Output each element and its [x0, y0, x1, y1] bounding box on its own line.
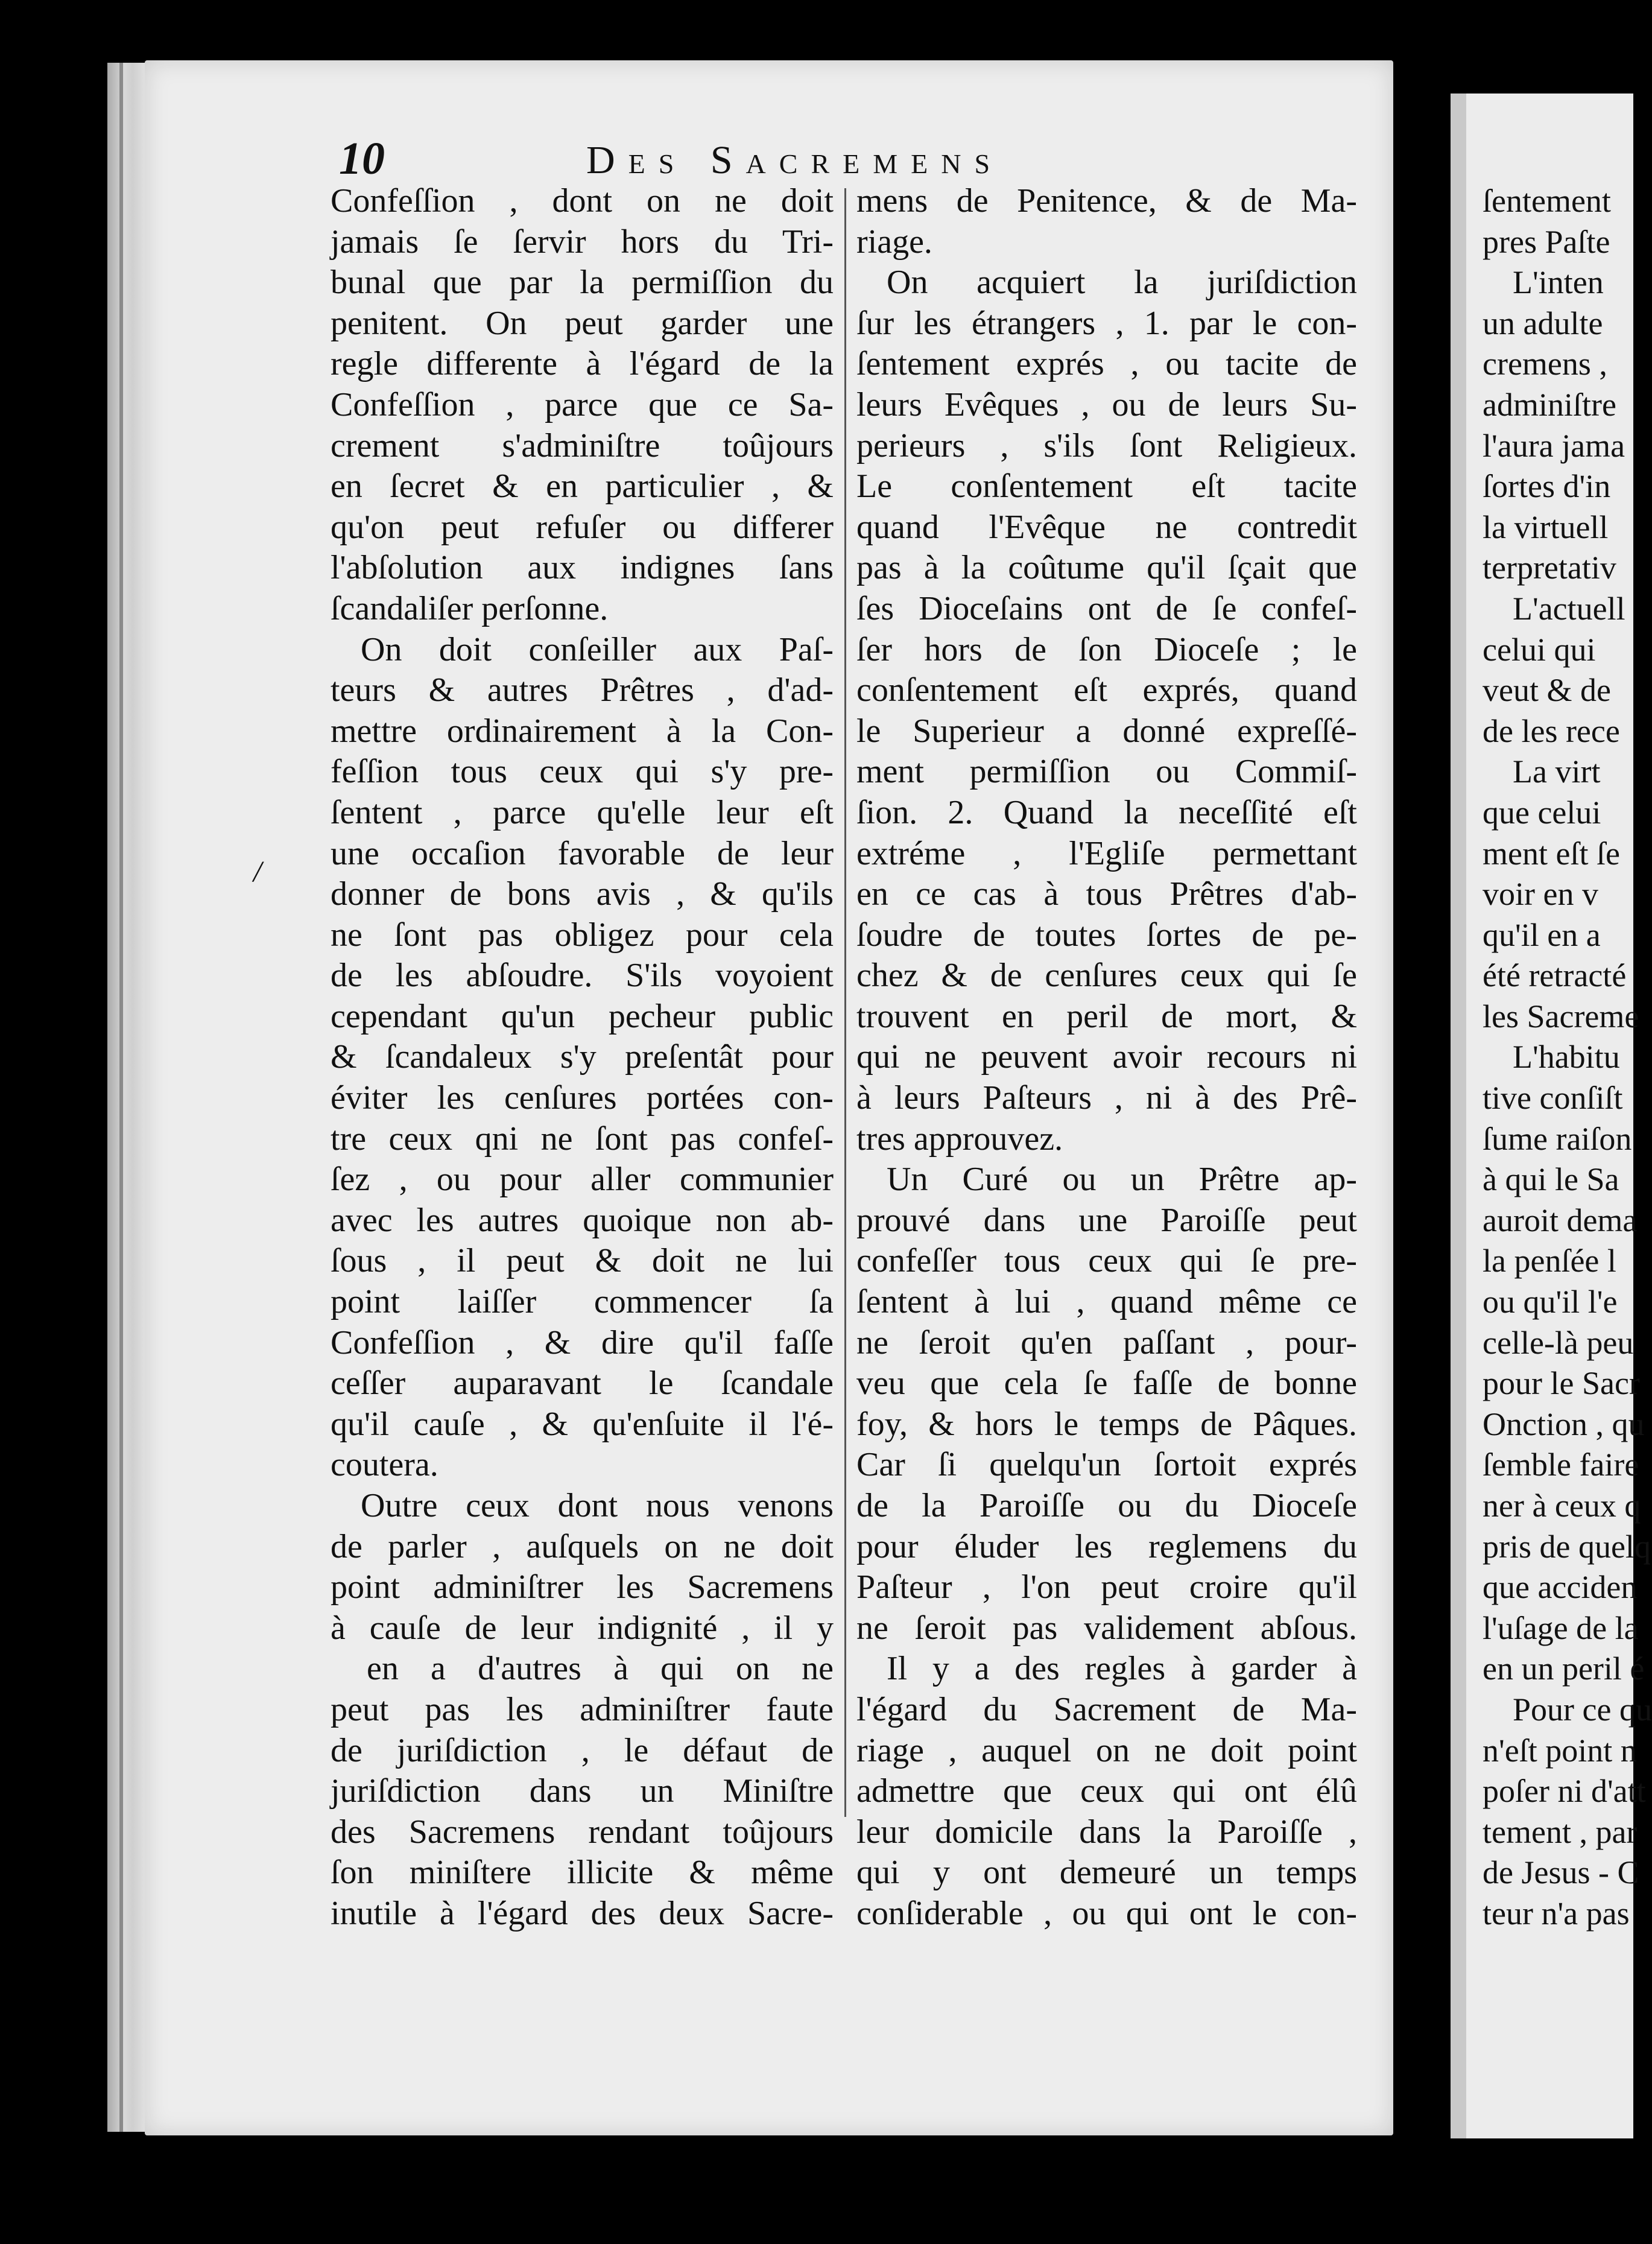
text-line: avec les autres quoique non ab-	[331, 1201, 834, 1239]
page-edge	[107, 63, 150, 2132]
text-line: feſſion tous ceux qui s'y pre-	[331, 753, 834, 791]
text-line: ne ſeroit pas validement abſous.	[856, 1609, 1357, 1647]
text-line: ſcandaliſer perſonne.	[331, 589, 609, 627]
text-line: Confeſſion , dont on ne doit	[331, 182, 834, 220]
text-line: crement s'adminiſtre toûjours	[331, 426, 834, 464]
text-line: regle differente à l'égard de la	[331, 345, 834, 383]
text-line: ſous , il peut & doit ne lui	[331, 1242, 834, 1280]
text-line: pour éluder les reglemens du	[856, 1527, 1357, 1565]
text-line: ſes Dioceſains ont de ſe confeſ-	[856, 589, 1357, 627]
text-line: que celui	[1483, 794, 1601, 831]
text-line: poſer ni d'att	[1483, 1773, 1646, 1810]
text-line: chez & de cenſures ceux qui ſe	[856, 957, 1357, 995]
text-line: ſentement	[1483, 183, 1611, 219]
text-line: point laiſſer commencer ſa	[331, 1283, 834, 1321]
text-line: en a d'autres à qui on ne	[367, 1650, 834, 1688]
text-line: la penſée l	[1483, 1243, 1616, 1279]
text-line: pres Paſte	[1483, 223, 1610, 260]
text-line: ſoudre de toutes ſortes de pe-	[856, 916, 1357, 954]
text-line: à leurs Paſteurs , ni à des Prê-	[856, 1079, 1357, 1117]
text-line: ſion. 2. Quand la neceſſité eſt	[856, 793, 1357, 831]
text-line: l'aura jama	[1483, 427, 1625, 464]
text-line: l'abſolution aux indignes ſans	[331, 549, 834, 587]
text-line: cependant qu'un pecheur public	[331, 997, 834, 1035]
page-number: 10	[339, 133, 385, 184]
text-line: mens de Penitence, & de Ma-	[856, 182, 1357, 220]
text-line: qu'il en a	[1483, 916, 1601, 953]
text-line: voir en v	[1483, 876, 1598, 913]
column-divider	[844, 188, 846, 1817]
text-line: conſentement eſt exprés, quand	[856, 671, 1357, 709]
text-line: L'habitu	[1513, 1039, 1620, 1076]
text-line: ſentent à lui , quand même ce	[856, 1283, 1357, 1321]
text-line: penitent. On peut garder une	[331, 304, 834, 342]
text-line: ner à ceux q	[1483, 1488, 1641, 1524]
text-line: ment permiſſion ou Commiſ-	[856, 753, 1357, 791]
text-line: veut & de	[1483, 672, 1611, 709]
text-line: tive conſiſt	[1483, 1080, 1623, 1117]
text-line: & ſcandaleux s'y preſentât pour	[331, 1038, 834, 1076]
text-line: Confeſſion , & dire qu'il faſſe	[331, 1323, 834, 1361]
text-line: cremens ,	[1483, 346, 1607, 382]
text-line: ſer hors de ſon Dioceſe ; le	[856, 630, 1357, 668]
text-line: à cauſe de leur indignité , il y	[331, 1609, 834, 1647]
text-line: celle-là peu	[1483, 1324, 1634, 1361]
margin-mark: /	[253, 854, 262, 888]
text-line: perieurs , s'ils ſont Religieux.	[856, 426, 1357, 464]
text-line: ſon miniſtere illicite & même	[331, 1854, 834, 1892]
text-line: qui y ont demeuré un temps	[856, 1854, 1357, 1892]
text-line: riage.	[856, 223, 932, 261]
text-line: qu'on peut refuſer ou differer	[331, 508, 834, 546]
text-line: n'eſt point n	[1483, 1732, 1637, 1769]
text-line: quand l'Evêque ne contredit	[856, 508, 1357, 546]
text-line: un adulte	[1483, 305, 1603, 341]
text-line: ſentent , parce qu'elle leur eſt	[331, 793, 834, 831]
text-line: terpretativ	[1483, 550, 1616, 586]
text-line: conſiderable , ou qui ont le con-	[856, 1894, 1357, 1932]
text-line: ſur les étrangers , 1. par le con-	[856, 304, 1357, 342]
text-line: l'uſage de la	[1483, 1609, 1639, 1646]
text-line: éviter les cenſures portées con-	[331, 1079, 834, 1117]
text-line: La virt	[1513, 753, 1601, 790]
text-line: de parler , auſquels on ne doit	[331, 1527, 834, 1565]
text-line: mettre ordinairement à la Con-	[331, 712, 834, 750]
text-line: Un Curé ou un Prêtre ap-	[887, 1161, 1357, 1199]
text-line: tre ceux qni ne ſont pas confeſ-	[331, 1120, 834, 1158]
text-line: coutera.	[331, 1446, 438, 1484]
text-line: point adminiſtrer les Sacremens	[331, 1568, 834, 1606]
text-line: ſortes d'in	[1483, 468, 1611, 505]
text-line: Car ſi quelqu'un ſortoit exprés	[856, 1446, 1357, 1484]
text-line: pas à la coûtume qu'il ſçait que	[856, 549, 1357, 587]
text-line: les Sacreme	[1483, 998, 1639, 1035]
text-line: L'inten	[1513, 264, 1604, 301]
text-line: prouvé dans une Paroiſſe peut	[856, 1201, 1357, 1239]
text-line: une occaſion favorable de leur	[331, 834, 834, 872]
text-line: de Jesus - C	[1483, 1854, 1639, 1891]
text-line: ment eſt ſe	[1483, 835, 1620, 872]
text-line: On doit conſeiller aux Paſ-	[361, 630, 834, 668]
text-line: ceſſer auparavant le ſcandale	[331, 1364, 834, 1402]
text-line: Paſteur , l'on peut croire qu'il	[856, 1568, 1357, 1606]
text-line: à qui le Sa	[1483, 1161, 1619, 1198]
text-column-left	[331, 181, 834, 1935]
text-line: inutile à l'égard des deux Sacre-	[331, 1894, 834, 1932]
text-line: des Sacremens rendant toûjours	[331, 1813, 834, 1851]
text-line: foy, & hors le temps de Pâques.	[856, 1405, 1357, 1443]
text-line: ou qu'il l'e	[1483, 1284, 1618, 1320]
text-line: tement , par	[1483, 1813, 1638, 1850]
text-line: Le conſentement eſt tacite	[856, 468, 1357, 506]
text-line: de les abſoudre. S'ils voyoient	[331, 957, 834, 995]
text-line: juriſdiction dans un Miniſtre	[331, 1772, 834, 1810]
text-line: donner de bons avis , & qu'ils	[331, 875, 834, 913]
text-line: ſemble faire	[1483, 1447, 1639, 1483]
text-line: jamais ſe ſervir hors du Tri-	[331, 223, 834, 261]
text-line: en ce cas à tous Prêtres d'ab-	[856, 875, 1357, 913]
text-line: teur n'a pas	[1483, 1895, 1630, 1932]
text-line: peut pas les adminiſtrer faute	[331, 1690, 834, 1728]
text-line: Outre ceux dont nous venons	[361, 1487, 834, 1524]
text-line: leurs Evêques , ou de leurs Su-	[856, 385, 1357, 423]
text-line: admettre que ceux qui ont élû	[856, 1772, 1357, 1810]
text-line: Il y a des regles à garder à	[887, 1650, 1357, 1688]
text-line: Confeſſion , parce que ce Sa-	[331, 385, 834, 423]
text-line: ſentement exprés , ou tacite de	[856, 345, 1357, 383]
text-line: tres approuvez.	[856, 1120, 1063, 1158]
text-line: qu'il cauſe , & qu'enſuite il l'é-	[331, 1405, 834, 1443]
text-line: Onction , qu	[1483, 1406, 1645, 1442]
text-line: adminiſtre	[1483, 386, 1616, 423]
text-line: de la Paroiſſe ou du Dioceſe	[856, 1487, 1357, 1524]
text-line: qui ne peuvent avoir recours ni	[856, 1038, 1357, 1076]
text-line: celui qui	[1483, 631, 1596, 668]
text-line: On acquiert la juriſdiction	[887, 264, 1357, 302]
text-line: confeſſer tous ceux qui ſe pre-	[856, 1242, 1357, 1280]
text-line: pris de quelq	[1483, 1528, 1651, 1565]
text-line: trouvent en peril de mort, &	[856, 997, 1357, 1035]
text-line: L'actuell	[1513, 590, 1625, 627]
text-line: le Superieur a donné expreſſé-	[856, 712, 1357, 750]
text-line: leur domicile dans la Paroiſſe ,	[856, 1813, 1357, 1851]
text-line: de les rece	[1483, 712, 1620, 749]
text-line: bunal que par la permiſſion du	[331, 264, 834, 302]
text-line: en un peril é	[1483, 1650, 1645, 1687]
text-line: auroit dema	[1483, 1202, 1638, 1238]
text-line: ſez , ou pour aller communier	[331, 1161, 834, 1199]
text-column-facing	[1483, 181, 1652, 1935]
text-line: riage , auquel on ne doit point	[856, 1731, 1357, 1769]
text-column-right	[856, 181, 1357, 1935]
text-line: extréme , l'Egliſe permettant	[856, 834, 1357, 872]
running-title: Des Sacremens	[586, 138, 1004, 182]
text-line: été retracté	[1483, 957, 1627, 994]
text-line: ſume raiſon	[1483, 1120, 1632, 1157]
text-line: ne ſeroit qu'en paſſant , pour-	[856, 1323, 1357, 1361]
text-line: teurs & autres Prêtres , d'ad-	[331, 671, 834, 709]
text-line: en ſecret & en particulier , &	[331, 468, 834, 506]
text-line: la virtuell	[1483, 509, 1609, 545]
text-line: l'égard du Sacrement de Ma-	[856, 1690, 1357, 1728]
text-line: de juriſdiction , le défaut de	[331, 1731, 834, 1769]
text-line: que acciden	[1483, 1569, 1638, 1606]
text-line: pour le Sacr	[1483, 1365, 1640, 1402]
text-line: veu que cela ſe faſſe de bonne	[856, 1364, 1357, 1402]
text-line: ne ſont pas obligez pour cela	[331, 916, 834, 954]
text-line: Pour ce qu	[1513, 1691, 1652, 1728]
